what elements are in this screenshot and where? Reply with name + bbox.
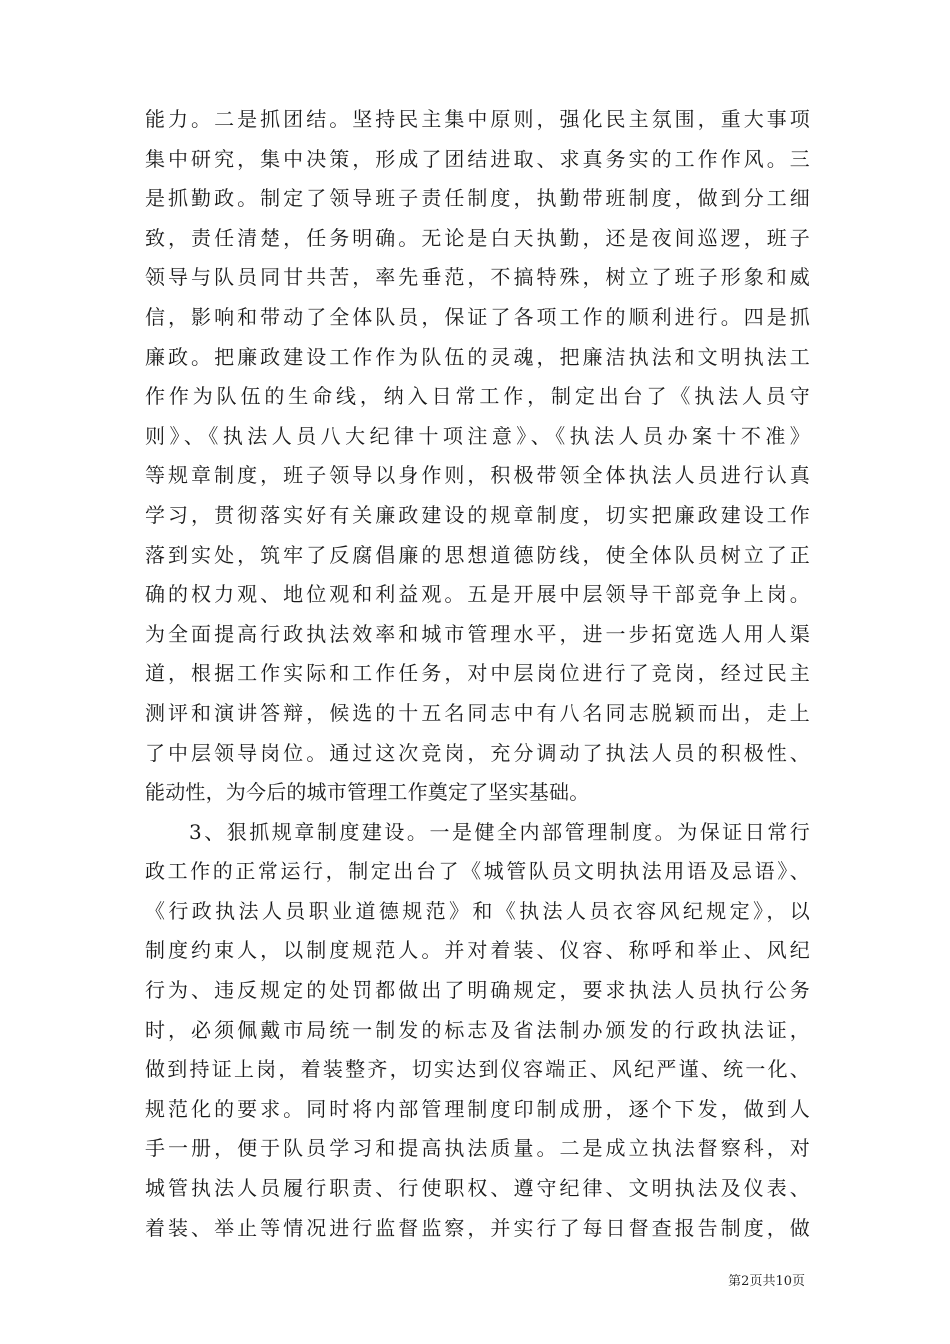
- text-line: 领导与队员同甘共苦，率先垂范，不搞特殊，树立了班子形象和威: [145, 265, 810, 290]
- text-line: 时，必须佩戴市局统一制发的标志及省法制办颁发的行政执法证，: [145, 1017, 810, 1042]
- text-line: 廉政。把廉政建设工作作为队伍的灵魂，把廉洁执法和文明执法工: [145, 344, 810, 369]
- text-line: 道，根据工作实际和工作任务，对中层岗位进行了竞岗，经过民主: [145, 661, 810, 686]
- text-line: 《行政执法人员职业道德规范》和《执法人员衣容风纪规定》，以: [145, 898, 810, 923]
- text-line: 政工作的正常运行，制定出台了《城管队员文明执法用语及忌语》、: [145, 859, 810, 884]
- text-line: 能力。二是抓团结。坚持民主集中原则，强化民主氛围，重大事项: [145, 107, 810, 131]
- text-line: 了中层领导岗位。通过这次竞岗，充分调动了执法人员的积极性、: [145, 740, 810, 765]
- page-number: 第2页共10页: [728, 1274, 805, 1289]
- text-line: 确的权力观、地位观和利益观。五是开展中层领导干部竞争上岗。: [145, 582, 810, 607]
- text-line: 行为、违反规定的处罚都做出了明确规定，要求执法人员执行公务: [145, 978, 810, 1003]
- text-line: 集中研究，集中决策，形成了团结进取、求真务实的工作作风。三: [145, 146, 810, 171]
- text-line: 学习，贯彻落实好有关廉政建设的规章制度，切实把廉政建设工作: [145, 502, 810, 527]
- text-line: 等规章制度，班子领导以身作则，积极带领全体执法人员进行认真: [145, 463, 810, 488]
- text-line: 为全面提高行政执法效率和城市管理水平，进一步拓宽选人用人渠: [145, 621, 810, 646]
- text-line: 信，影响和带动了全体队员，保证了各项工作的顺利进行。四是抓: [145, 304, 810, 329]
- text-line: 制度约束人，以制度规范人。并对着装、仪容、称呼和举止、风纪: [145, 938, 810, 963]
- section-heading-line: 3、狠抓规章制度建设。一是健全内部管理制度。为保证日常行: [189, 819, 810, 844]
- text-line: 是抓勤政。制定了领导班子责任制度，执勤带班制度，做到分工细: [145, 186, 810, 211]
- text-line: 测评和演讲答辩，候选的十五名同志中有八名同志脱颖而出，走上: [145, 700, 810, 725]
- text-line: 城管执法人员履行职责、行使职权、遵守纪律、文明执法及仪表、: [145, 1176, 810, 1201]
- paragraph-last-line: 能动性，为今后的城市管理工作奠定了坚实基础。: [145, 780, 590, 805]
- text-line: 作作为队伍的生命线，纳入日常工作，制定出台了《执法人员守: [145, 384, 810, 409]
- text-line: 落到实处，筑牢了反腐倡廉的思想道德防线，使全体队员树立了正: [145, 542, 810, 567]
- text-line: 致，责任清楚，任务明确。无论是白天执勤，还是夜间巡逻，班子: [145, 225, 810, 250]
- body-text: [145, 100, 810, 1248]
- text-line: 则》、《执法人员八大纪律十项注意》、《执法人员办案十不准》: [145, 423, 810, 448]
- text-line: 手一册，便于队员学习和提高执法质量。二是成立执法督察科，对: [145, 1136, 810, 1161]
- text-line: 规范化的要求。同时将内部管理制度印制成册，逐个下发，做到人: [145, 1096, 810, 1121]
- text-line: 着装、举止等情况进行监督监察，并实行了每日督查报告制度，做: [145, 1215, 810, 1240]
- text-line: 做到持证上岗，着装整齐，切实达到仪容端正、风纪严谨、统一化、: [145, 1057, 810, 1082]
